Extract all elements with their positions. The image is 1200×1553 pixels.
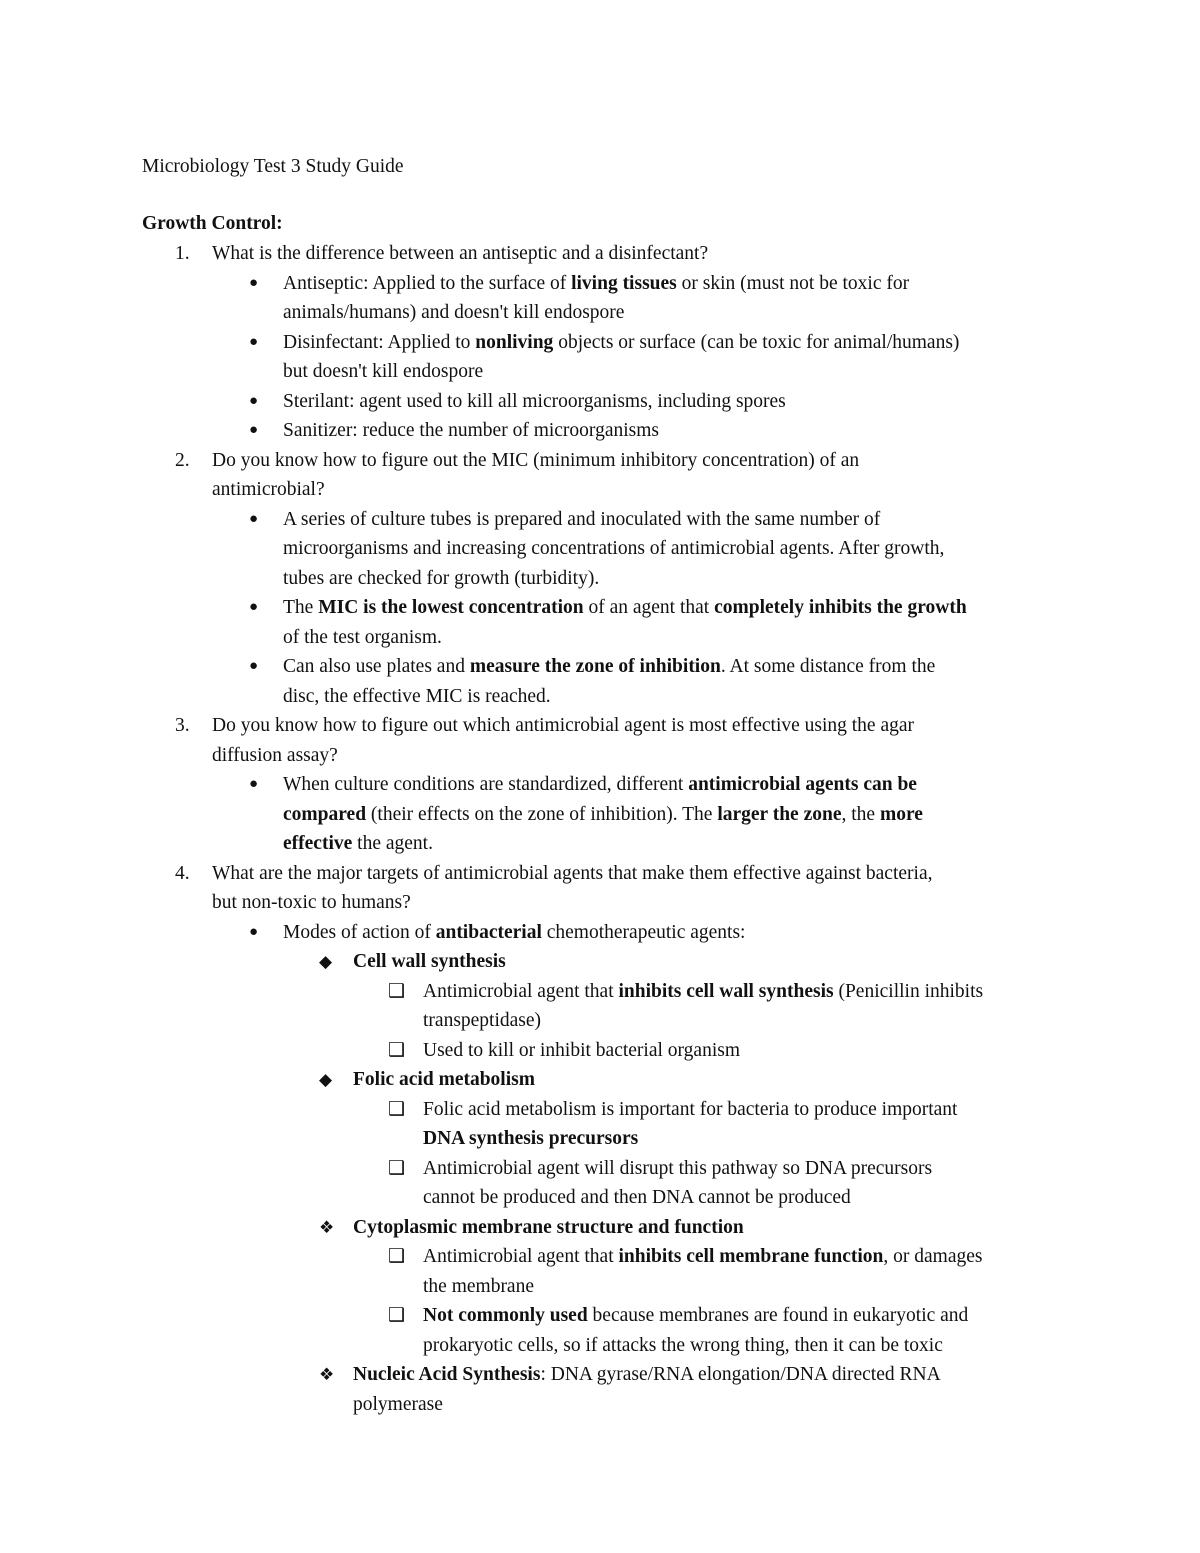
list-item-line <box>142 1124 1072 1154</box>
bold-text: DNA synthesis precursors <box>423 1128 639 1149</box>
bold-text: effective <box>283 833 353 854</box>
text: The <box>283 597 319 618</box>
text: Sanitizer: reduce the number of microorganisms <box>283 420 659 441</box>
text: objects or surface (can be toxic for animal/humans) <box>553 331 960 353</box>
text: (their effects on the zone of inhibition). The <box>366 803 718 825</box>
text: Antimicrobial agent that <box>423 980 619 1002</box>
text: animals/humans) and doesn't kill endospore <box>283 302 625 323</box>
text: (Penicillin inhibits <box>833 980 984 1002</box>
list-item-line <box>142 416 1072 446</box>
text: , or damages <box>883 1246 983 1267</box>
text: chemotherapeutic agents: <box>541 921 746 943</box>
text: Do you know how to figure out which antimicrobial agent is most effective using the agar <box>212 715 915 736</box>
list-item-line <box>142 1331 1072 1361</box>
question-line <box>142 239 1072 269</box>
bold-text: MIC is the lowest concentration <box>318 597 584 618</box>
text: Folic acid metabolism is important for bacteria to produce important <box>423 1098 958 1120</box>
text: Do you know how to figure out the MIC (minimum inhibitory concentration) of an <box>212 449 860 471</box>
text: Antimicrobial agent that <box>423 1246 619 1267</box>
list-item-line <box>142 770 1072 800</box>
text: microorganisms and increasing concentrations of antimicrobial agents. After growth, <box>283 538 945 559</box>
text: because membranes are found in eukaryotic and <box>587 1305 969 1326</box>
list-item-line <box>142 1183 1072 1213</box>
bold-text: living tissues <box>571 272 677 294</box>
text: . At some distance from the <box>720 656 936 677</box>
diamond-cluster-bullet-icon: ❖ <box>319 1365 335 1384</box>
text: Can also use plates and <box>283 656 470 677</box>
bold-text: Folic acid metabolism <box>353 1069 535 1090</box>
list-item-line <box>142 623 1072 653</box>
question-number: 4. <box>175 862 190 884</box>
text: tubes are checked for growth (turbidity). <box>283 567 600 589</box>
bold-text: nonliving <box>475 331 554 353</box>
text: of an agent that <box>583 597 715 618</box>
bold-text: larger the zone <box>717 803 842 825</box>
checkbox-bullet-icon: ❑ <box>388 1098 406 1120</box>
text: transpeptidase) <box>423 1010 542 1031</box>
text: antimicrobial? <box>212 479 325 500</box>
list-item-line <box>142 1301 1072 1331</box>
text: A series of culture tubes is prepared and inoculated with the same number of <box>283 508 881 530</box>
bold-text: more <box>879 803 923 825</box>
text: but non-toxic to humans? <box>212 892 411 913</box>
list-item-line <box>142 328 1072 358</box>
text: the agent. <box>352 833 433 854</box>
question-line <box>142 711 1072 741</box>
checkbox-bullet-icon: ❑ <box>388 1246 406 1267</box>
bold-text: antibacterial <box>435 921 542 943</box>
text: When culture conditions are standardized, different <box>283 774 689 795</box>
question-line <box>142 859 1072 889</box>
list-item-line <box>142 269 1072 299</box>
question-line <box>142 888 1072 918</box>
question-list <box>142 239 1072 1419</box>
text: Antiseptic: Applied to the surface of <box>283 272 572 294</box>
list-item-line <box>142 1036 1072 1066</box>
list-item-line <box>142 1213 1072 1243</box>
list-item-line <box>142 1390 1072 1420</box>
document-title: Microbiology Test 3 Study Guide <box>142 156 404 177</box>
text: Antimicrobial agent will disrupt this pathway so DNA precursors <box>423 1157 933 1179</box>
checkbox-bullet-icon: ❑ <box>388 1305 406 1326</box>
text: What are the major targets of antimicrobial agents that make them effective against bacteria, <box>212 862 933 884</box>
bold-text: Cell wall synthesis <box>353 951 506 972</box>
list-item-line <box>142 1242 1072 1272</box>
bold-text: Cytoplasmic membrane structure and function <box>353 1216 744 1238</box>
text: Sterilant: agent used to kill all microorganisms, including spores <box>283 390 786 412</box>
list-item-line <box>142 977 1072 1007</box>
text: : DNA gyrase/RNA elongation/DNA directed RNA <box>540 1364 941 1385</box>
text: but doesn't kill endospore <box>283 361 484 382</box>
list-item-line <box>142 1272 1072 1302</box>
text: of the test organism. <box>283 626 442 648</box>
list-item-line <box>142 652 1072 682</box>
checkbox-bullet-icon: ❑ <box>388 980 406 1002</box>
bold-text: measure the zone of inhibition <box>469 656 721 677</box>
text: diffusion assay? <box>212 744 338 766</box>
text: prokaryotic cells, so if attacks the wrong thing, then it can be toxic <box>423 1334 943 1356</box>
bullet-icon: ● <box>249 658 259 674</box>
diamond-bullet-icon: ◆ <box>319 1070 333 1089</box>
text: Used to kill or inhibit bacterial organism <box>423 1039 740 1061</box>
list-item-line <box>142 1360 1072 1390</box>
diamond-bullet-icon: ◆ <box>319 952 333 971</box>
diamond-cluster-bullet-icon: ❖ <box>319 1217 335 1237</box>
list-item-line <box>142 387 1072 417</box>
list-item-line <box>142 298 1072 328</box>
list-item-line <box>142 534 1072 564</box>
question-number: 3. <box>175 715 190 736</box>
bullet-icon: ● <box>249 923 259 940</box>
bullet-icon: ● <box>249 510 259 527</box>
list-item-line <box>142 1006 1072 1036</box>
text: polymerase <box>353 1393 443 1415</box>
bold-text: antimicrobial agents can be <box>688 774 917 795</box>
bullet-icon: ● <box>249 274 259 291</box>
question-line <box>142 475 1072 505</box>
list-item-line <box>142 800 1072 830</box>
list-item-line <box>142 505 1072 535</box>
bullet-icon: ● <box>249 333 259 350</box>
text: What is the difference between an antiseptic and a disinfectant? <box>212 243 709 264</box>
list-item-line <box>142 564 1072 594</box>
bullet-icon: ● <box>249 392 259 409</box>
question-line <box>142 741 1072 771</box>
text: the membrane <box>423 1275 534 1297</box>
bold-text: inhibits cell wall synthesis <box>618 980 834 1002</box>
text: Modes of action of <box>283 921 436 943</box>
section-heading: Growth Control: <box>142 213 283 234</box>
bullet-icon: ● <box>249 776 259 792</box>
list-item-line <box>142 947 1072 977</box>
list-item-line <box>142 1154 1072 1184</box>
list-item-line <box>142 593 1072 623</box>
text: disc, the effective MIC is reached. <box>283 685 551 707</box>
text: Disinfectant: Applied to <box>283 331 476 353</box>
bold-text: Nucleic Acid Synthesis <box>353 1364 541 1385</box>
checkbox-bullet-icon: ❑ <box>388 1039 406 1061</box>
list-item-line <box>142 829 1072 859</box>
text: , the <box>841 803 880 825</box>
bold-text: compared <box>283 803 367 825</box>
list-item-line <box>142 1095 1072 1125</box>
question-number: 1. <box>175 243 190 264</box>
list-item-line <box>142 682 1072 712</box>
list-item-line <box>142 357 1072 387</box>
text: cannot be produced and then DNA cannot be produced <box>423 1187 851 1208</box>
list-item-line <box>142 918 1072 948</box>
bullet-icon: ● <box>249 599 259 615</box>
checkbox-bullet-icon: ❑ <box>388 1157 406 1179</box>
list-item-line <box>142 1065 1072 1095</box>
text: or skin (must not be toxic for <box>676 272 910 294</box>
bold-text: inhibits cell membrane function <box>618 1246 884 1267</box>
question-number: 2. <box>175 449 190 471</box>
bold-text: completely inhibits the growth <box>714 597 967 618</box>
question-line <box>142 446 1072 476</box>
bold-text: Not commonly used <box>423 1305 588 1326</box>
bullet-icon: ● <box>249 422 259 438</box>
